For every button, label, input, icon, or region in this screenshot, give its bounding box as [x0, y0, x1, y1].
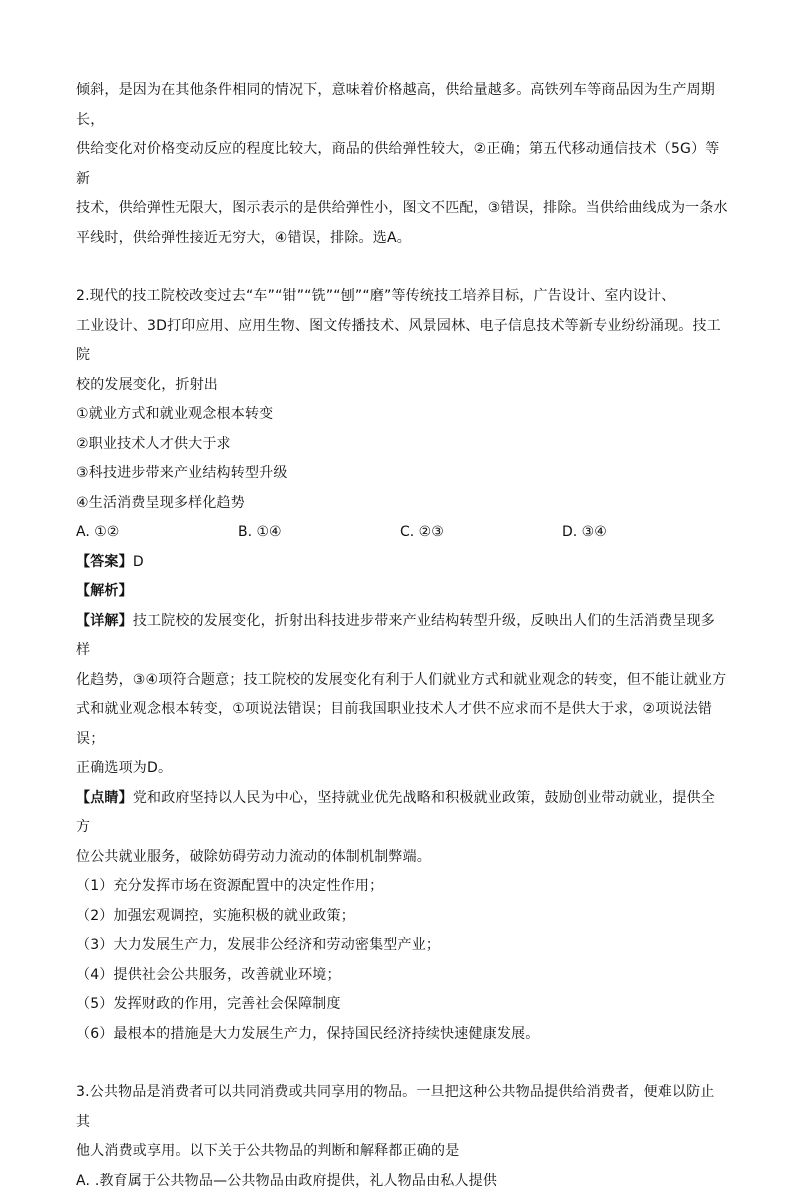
spacer — [76, 253, 728, 282]
question-3 — [76, 1078, 728, 1196]
question-stem-line: 校的发展变化，折射出 — [76, 371, 728, 401]
question-stem-line: 工业设计、3D打印应用、应用生物、图文传播技术、风景园林、电子信息技术等新专业纷纷涌现。技工院 — [76, 312, 728, 371]
question-stem-line: 2.现代的技工院校改变过去“车”“钳”“铣”“刨”“磨”等传统技工培养目标，广告设计、室内设计、 — [76, 282, 728, 312]
page-content — [76, 76, 728, 1196]
choice-b: B. ①④ — [238, 518, 400, 548]
text-line: 倾斜，是因为在其他条件相同的情况下，意味着价格越高，供给量越多。高铁列车等商品因为生产周期长， — [76, 76, 728, 135]
text-line: 平线时，供给弹性接近无穷大，④错误，排除。选A。 — [76, 224, 728, 254]
comment-line: 位公共就业服务，破除妨碍劳动力流动的体制机制弊端。 — [76, 843, 728, 873]
statement-2: ②职业技术人才供大于求 — [76, 430, 728, 460]
text-line: 技术，供给弹性无限大，图示表示的是供给弹性小，图文不匹配，③错误，排除。当供给曲线成为一条水 — [76, 194, 728, 224]
choice-d: D. ③④ — [562, 518, 724, 548]
question-stem-line: 他人消费或享用。以下关于公共物品的判断和解释都正确的是 — [76, 1137, 728, 1167]
choice-c: C. ②③ — [400, 518, 562, 548]
statement-1: ①就业方式和就业观念根本转变 — [76, 400, 728, 430]
analysis-label: 【解析】 — [76, 577, 728, 607]
text-line: 供给变化对价格变动反应的程度比较大，商品的供给弹性较大，②正确；第五代移动通信技术（5G）等新 — [76, 135, 728, 194]
question-stem-line: 3.公共物品是消费者可以共同消费或共同享用的物品。一旦把这种公共物品提供给消费者，便难以防止其 — [76, 1078, 728, 1137]
answer-line — [76, 548, 728, 578]
comment-text: 党和政府坚持以人民为中心，坚持就业优先战略和积极就业政策，鼓励创业带动就业，提供全方 — [76, 790, 715, 836]
choice-a: A. ①② — [76, 518, 238, 548]
answer-value: D — [133, 554, 144, 570]
detail-label: 【详解】 — [76, 613, 133, 629]
comment-label: 【点睛】 — [76, 790, 133, 806]
measure-item: （6）最根本的措施是大力发展生产力，保持国民经济持续快速健康发展。 — [76, 1020, 728, 1050]
statement-4: ④生活消费呈现多样化趋势 — [76, 489, 728, 519]
measure-item: （2）加强宏观调控，实施积极的就业政策； — [76, 902, 728, 932]
answer-choices — [76, 518, 728, 548]
spacer — [76, 1049, 728, 1078]
detail-line: 式和就业观念根本转变，①项说法错误；目前我国职业技术人才供不应求而不是供大于求，②项说法错误； — [76, 695, 728, 754]
choice-a: A. .教育属于公共物品—公共物品由政府提供，礼人物品由私人提供 — [76, 1167, 728, 1196]
q1-explanation-tail — [76, 76, 728, 253]
measure-item: （3）大力发展生产力，发展非公经济和劳动密集型产业； — [76, 931, 728, 961]
detail-line — [76, 607, 728, 666]
comment-line — [76, 784, 728, 843]
answer-label: 【答案】 — [76, 554, 133, 570]
detail-line: 化趋势，③④项符合题意；技工院校的发展变化有利于人们就业方式和就业观念的转变，但不能让就业方 — [76, 666, 728, 696]
question-2 — [76, 282, 728, 1049]
measure-item: （4）提供社会公共服务，改善就业环境； — [76, 961, 728, 991]
statement-3: ③科技进步带来产业结构转型升级 — [76, 459, 728, 489]
detail-text: 技工院校的发展变化，折射出科技进步带来产业结构转型升级，反映出人们的生活消费呈现多样 — [76, 613, 715, 659]
detail-line: 正确选项为D。 — [76, 754, 728, 784]
measure-item: （1）充分发挥市场在资源配置中的决定性作用； — [76, 872, 728, 902]
measure-item: （5）发挥财政的作用，完善社会保障制度 — [76, 990, 728, 1020]
